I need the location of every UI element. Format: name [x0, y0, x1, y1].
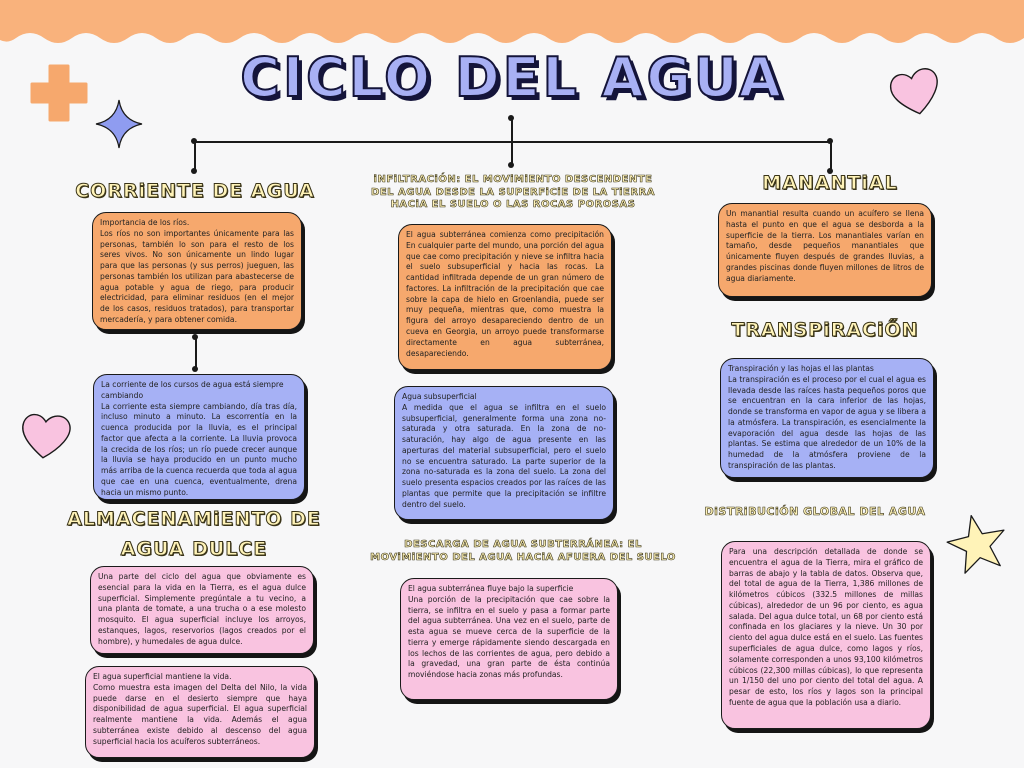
heart-icon	[888, 66, 944, 118]
heading-line: AGUA DULCE	[120, 537, 268, 560]
box-text: La corriente esta siempre cambiando, día tras día, incluso minuto a minuto. La escorrentía en la cuenca producida por la lluvia, es el principal factor que afecta a la corriente. La lluvia provoca la crecida de los ríos; un río puede crecer aunque la lluvia se haya producido en un punto mucho más arriba de la cuenca recuerda que toda al agua que cae en una cuenca, eventualmente, drena hacia un mismo punto.	[101, 401, 297, 497]
box-text: El agua subterránea fluye bajo la superficie	[408, 584, 574, 593]
box-text: Importancia de los ríos.	[100, 218, 190, 227]
heading-descarga: DESCARGA DE AGUA SUBTERRÁNEA: EL MOViMiENTO DEL AGUA HACiA AFUERA DEL SUELO	[370, 539, 676, 563]
box-manantial	[718, 203, 932, 297]
connector-line	[195, 337, 197, 369]
box-agua-subsuperficial	[394, 386, 614, 520]
box-text: Como muestra esta imagen del Delta del Nilo, la vida puede darse en el desierto siempre que haya disponibilidad de agua superficial. El agua superficial realmente mantiene la vida. Además el agua subterránea existe debido al descenso del agua superficial hacia los acuíferos subterráneos.	[93, 682, 307, 746]
heading-manantial: MANANTiAL	[762, 172, 898, 194]
box-agua-subterranea-fluye	[400, 578, 618, 700]
page-title: CICLO DEL AGUA	[240, 46, 784, 109]
connector-dot	[508, 162, 514, 168]
connector-line	[830, 141, 832, 171]
connector-line	[194, 141, 196, 171]
box-text: Los ríos no son importantes únicamente para las personas, también lo son para el resto de los seres vivos. No son únicamente un lindo lugar para que las personas (y sus perros) jueguen, las personas también los utilizan para abastecerse de agua potable y agua de riego, para producir electricidad, para eliminar residuos (en el mejor de los casos, residuos tratados), para transportar mercadería, y para obtener comida.	[100, 228, 294, 325]
box-text: Agua subsuperficial	[402, 392, 477, 401]
box-text: A medida que el agua se infiltra en el suelo subsuperficial, generalmente forma una zona no-saturada y otra saturada. En la zona de no-saturación, hay algo de agua presente en las aperturas del material subsuperficial, pero el suelo no se encuentra saturado. La parte superior de la zona no-saturada es la zona del suelo. La zona del suelo presenta espacios creados por las raíces de las plantas que permite que la precipitación se infiltre dentro del suelo.	[402, 402, 606, 509]
heading-infiltracion: iNFiLTRACiÓN: EL MOViMiENTO DESCENDENTE DEL AGUA DESDE LA SUPERFiCiE DE LA TiERRA HACiA EL SUELO O LAS ROCAS POROSAS	[371, 174, 655, 210]
star-icon	[944, 512, 1010, 574]
wave-shape	[0, 0, 1024, 43]
connector-dot	[508, 115, 514, 121]
box-agua-dulce-superficial	[90, 566, 314, 654]
box-corriente-cambiando	[93, 374, 305, 500]
connector-dot	[192, 366, 198, 372]
heading-distribucion-global: DiSTRiBUCiÓN GLOBAL DEL AGUA	[704, 505, 926, 518]
box-text: La transpiración es el proceso por el cual el agua es llevada desde las raíces hasta pequeños poros que se encuentran en la cara inferior de las hojas, donde se transforma en vapor de agua y se libera a la atmósfera. La transpiración, es esencialmente la evaporación del agua desde las hojas de las plantas. Se estima que alrededor de un 10% de la humedad de la atmósfera proviene de la transpiración de las plantas.	[728, 374, 926, 471]
box-text: Para una descripción detallada de donde se encuentra el agua de la Tierra, mira el gráfico de barras de abajo y la tabla de datos. Observa que, del total de agua de la Tierra, 1,386 millones de kilómetros cúbicos (332.5 millones de millas cúbicas), alrededor de un 96 por ciento, es agua salada. Del agua dulce total, un 68 por ciento está confinada en los glaciares y la nieve. Un 30 por ciento del agua dulce está en el suelo. Las fuentes superficiales de agua dulce, como lagos y ríos, solamente corresponden a unos 93,100 kilómetros cúbicos (22,300 millas cúbicas), lo que representa un 1/150 del uno por ciento del total del agua. A pesar de esto, los ríos y lagos son la principal fuente de agua que la población usa a diario.	[729, 547, 923, 707]
connector-line	[511, 118, 513, 166]
box-text: Un manantial resulta cuando un acuífero se llena hasta el punto en que el agua se desborda a la superficie de la tierra. Los manantiales varían en tamaño, desde pequeños manantiales que únicamente fluyen después de grandes lluvias, a grandes piscinas donde fluyen millones de litros de agua diariamente.	[726, 209, 924, 283]
box-text: Una porción de la precipitación que cae sobre la tierra, se infiltra en el suelo y pasa a formar parte del agua subterránea. Una vez en el suelo, parte de esta agua se mueve cerca de la superficie de la tierra y emerge rápidamente siendo descargada en los lechos de las corrientes de agua, pero debido a la gravedad, una gran parte de ésta continúa moviéndose hacia zonas más profundas.	[408, 594, 610, 680]
box-agua-subterranea-precipitacion	[398, 224, 612, 370]
heart-icon	[18, 410, 74, 462]
box-importancia-rios	[92, 212, 302, 330]
box-text: El agua subterránea comienza como precipitación En cualquier parte del mundo, una porción del agua que cae como precipitación y nieve se infiltra hacia el suelo subsuperficial y hacia las rocas. La cantidad infiltrada depende de un gran número de factores. La infiltración de la precipitación que cae sobre la capa de hielo en Groenlandia, puede ser muy pequeña, mientras que, como muestra la figura del arroyo desapareciendo dentro de un cueva en Georgia, un arroyo puede transformarse directamente en agua subterránea, desapareciendo.	[406, 230, 604, 358]
heading-transpiracion: TRANSPiRACiŐN	[731, 319, 919, 341]
heading-line: ALMACENAMiENTO DE	[67, 508, 321, 530]
box-distribucion-global	[721, 541, 931, 729]
box-text: Una parte del ciclo del agua que obviamente es esencial para la vida en la Tierra, es el agua dulce superficial. Simplemente pregúntale a tu vecino, a una planta de tomate, a una trucha o a ese molesto mosquito. El agua superficial incluye los arroyos, estanques, lagos, reservorios (lagos creados por el hombre), y humedales de agua dulce.	[98, 572, 306, 646]
box-agua-superficial-vida	[85, 666, 315, 758]
box-text: La corriente de los cursos de agua está siempre cambiando	[101, 380, 284, 400]
plus-icon	[30, 64, 88, 122]
heading-almacenamiento	[52, 508, 336, 562]
box-transpiracion	[720, 358, 934, 478]
heading-corriente-de-agua: CORRiENTE DE AGUA	[75, 180, 315, 202]
box-text: El agua superficial mantiene la vida.	[93, 672, 232, 681]
connector-dot	[191, 168, 197, 174]
star-icon	[94, 98, 144, 150]
box-text: Transpiración y las hojas el las plantas	[728, 364, 874, 373]
